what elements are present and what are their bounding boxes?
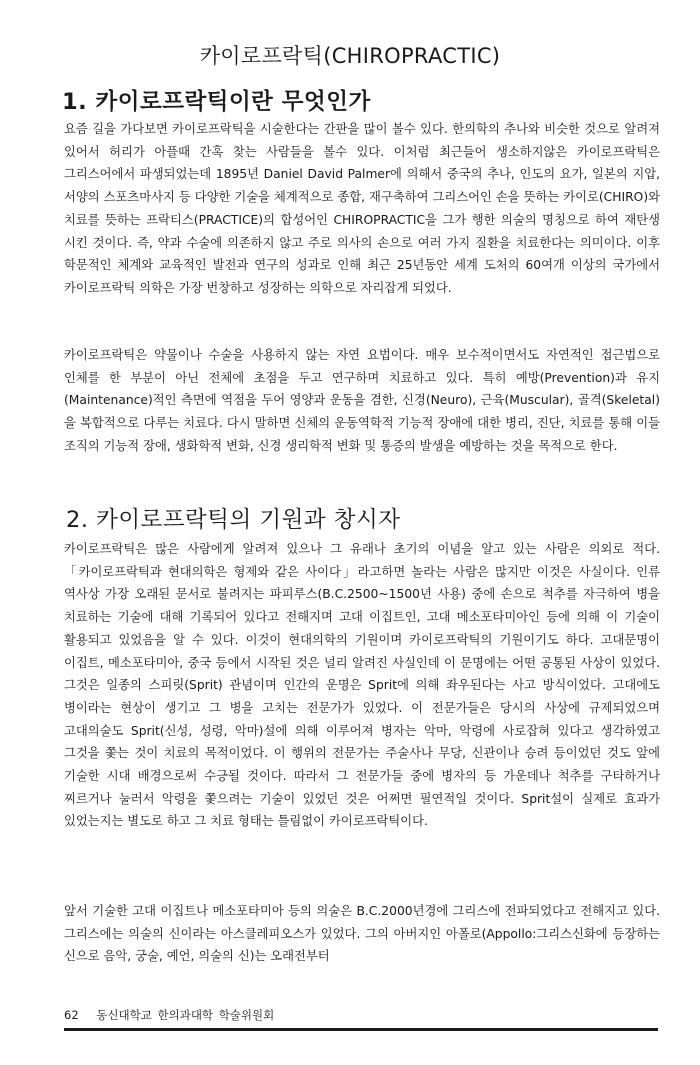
- publisher-name: 동신대학교 한의과대학 학술위원회: [96, 1008, 275, 1022]
- page-footer: [64, 1007, 274, 1023]
- section-2-paragraph-2: 앞서 기술한 고대 이집트나 메소포타미아 등의 의술은 B.C.2000년경에 그리스에 전파되었다고 전해지고 있다. 그리스에는 의술의 신이라는 아스클레피오스가 있었다. 그의 아버지인 아폴로(Appollo:그리스신화에 등장하는 신으로 음악, 궁술, 예언, 의술의 신)는 오래전부터: [64, 904, 660, 964]
- section-1-paragraph-2: 카이로프락틱은 약물이나 수술을 사용하지 않는 자연 요법이다. 매우 보수적이면서도 자연적인 접근법으로 인체를 한 부분이 아닌 전체에 초점을 두고 연구하며 치료하고 있다. 특히 예방(Prevention)과 유지(Maintenance)적인 측면에 역점을 두어 영양과 운동을 겸한, 신경(Neuro), 근육(Muscular), 골격(Skeletal)을 복합적으로 다루는 치료다. 다시 말하면 신체의 운동역학적 기능적 장애에 대한 병리, 진단, 치료를 통해 이들 조직의 기능적 장애, 생화학적 변화, 신경 생리학적 변화 및 통증의 발생을 예방하는 것을 목적으로 한다.: [64, 348, 660, 453]
- page-number: 62: [64, 1008, 79, 1022]
- section-1-heading: 1. 카이로프락틱이란 무엇인가: [62, 89, 371, 115]
- section-2-heading: 2. 카이로프락틱의 기원과 창시자: [66, 507, 401, 533]
- section-2-paragraph-1: 카이로프락틱은 많은 사람에게 알려져 있으나 그 유래나 초기의 이념을 알고 있는 사람은 의외로 적다. 「카이로프락틱과 현대의학은 형제와 같은 사이다」라고하면 놀라는 사람은 많지만 이것은 사실이다. 인류 역사상 가장 오래된 문서로 불려지는 파피루스(B.C.2500~1500년 사용) 중에 손으로 척추를 자극하여 병을 치료하는 기술에 대해 기록되어 있다고 전해지며 고대 이집트인, 고대 메소포타미아인 등에 의해 이 기술이 활용되고 있었음을 알 수 있다. 이것이 현대의학의 기원이며 카이로프락틱의 기원이기도 하다. 고대문명이 이집트, 메소포타미아, 중국 등에서 시작된 것은 널리 알려진 사실인데 이 문명에는 어떤 공통된 사상이 있었다. 그것은 일종의 스피릿(Sprit) 관념이며 인간의 운명은 Sprit에 의해 좌우된다는 사고 방식이었다. 고대에도 병이라는 현상이 생기고 그 병을 고치는 전문가가 있었다. 이 전문가들은 당시의 사상에 규제되었으며 고대의술도 Sprit(신성, 성령, 악마)설에 의해 이루어져 병자는 악마, 악령에 사로잡혀 있다고 생각하였고 그것을 쫓는 것이 치료의 목적이었다. 이 행위의 전문가는 주술사나 무당, 신관이나 승려 등이었던 것도 앞에 기술한 시대 배경으로써 수긍될 것이다. 따라서 그 전문가들 중에 병자의 등 가운데나 척추를 구타하거나 찌르거나 눌러서 악령을 쫓으려는 기술이 있었던 것은 어쩌면 필연적일 것이다. Sprit설이 실제로 효과가 있었는지는 별도로 하고 그 치료 형태는 틀림없이 카이로프락틱이다.: [64, 542, 660, 829]
- section-1-paragraph-1: 요즘 길을 가다보면 카이로프락틱을 시술한다는 간판을 많이 볼수 있다. 한의학의 추나와 비슷한 것으로 알려져 있어서 허리가 아플때 간혹 찾는 사람들을 볼수 있다. 이처럼 최근들어 생소하지않은 카이로프락틱은 그리스어에서 파생되었는데 1895년 Daniel David Palmer에 의해서 중국의 추나, 인도의 요가, 일본의 지압, 서양의 스포츠마사지 등 다양한 기술을 체계적으로 종합, 재구축하여 그리스어인 손을 뜻하는 카이로(CHIRO)와 치료를 뜻하는 프락티스(PRACTICE)의 합성어인 CHIROPRACTIC을 그가 행한 의술의 명칭으로 하여 재탄생 시킨 것이다. 즉, 약과 수술에 의존하지 않고 주로 의사의 손으로 여러 가지 질환을 치료한다는 의미이다. 이후 학문적인 체계와 교육적인 발전과 연구의 성과로 인해 최근 25년동안 세계 도처의 60여개 이상의 국가에서 카이로프락틱 의학은 가장 번창하고 성장하는 의학으로 자리잡게 되었다.: [64, 122, 660, 295]
- footer-rule: [64, 1028, 658, 1031]
- page-title: 카이로프락틱(CHIROPRACTIC): [199, 44, 501, 68]
